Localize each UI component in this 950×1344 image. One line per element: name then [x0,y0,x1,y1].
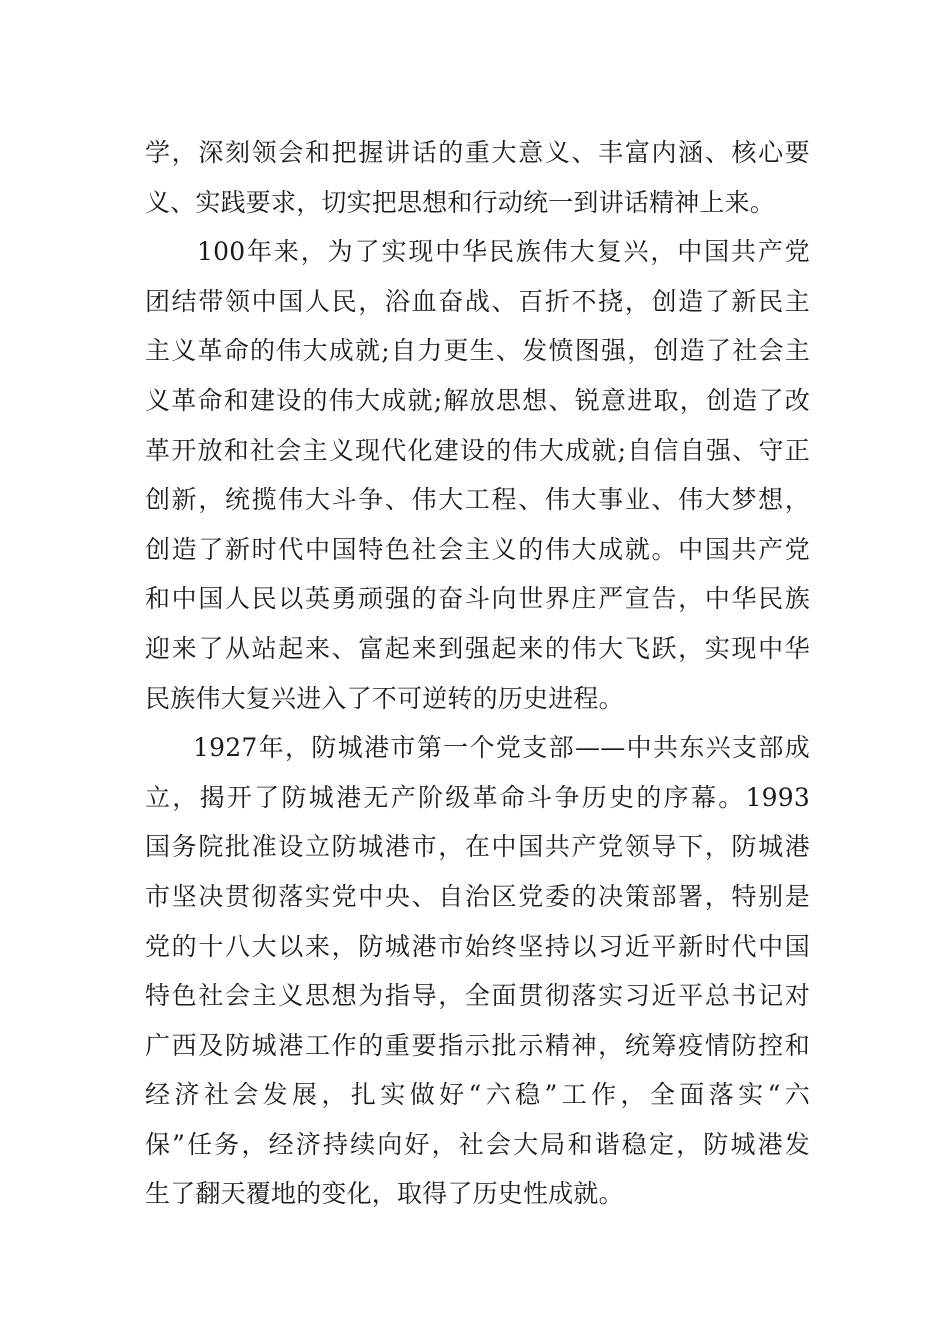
text-line: 学，深刻领会和把握讲话的重大意义、丰富内涵、核心要 [145,138,810,167]
text-line: 创造了新时代中国特色社会主义的伟大成就。中国共产党 [145,534,810,564]
text-line: 生了翻天覆地的变化，取得了历史性成就。 [145,1179,624,1209]
text-line: 义、实践要求，切实把思想和行动统一到讲话精神上来。 [145,187,776,217]
text-line: 创新，统揽伟大斗争、伟大工程、伟大事业、伟大梦想， [145,485,810,515]
text-line: 和中国人民以英勇顽强的奋斗向世界庄严宣告，中华民族 [145,584,810,614]
body-text [145,128,810,1219]
text-line: 革开放和社会主义现代化建设的伟大成就;自信自强、守正 [145,435,810,465]
text-line: 经济社会发展，扎实做好“六稳”工作，全面落实“六 [145,1080,810,1110]
text-line: 民族伟大复兴进入了不可逆转的历史进程。 [145,683,624,713]
text-line: 义革命和建设的伟大成就;解放思想、锐意进取，创造了改 [145,385,810,415]
text-line: 特色社会主义思想为指导，全面贯彻落实习近平总书记对 [145,981,810,1011]
text-line: 团结带领中国人民，浴血奋战、百折不挠，创造了新民主 [145,286,810,316]
text-line: 主义革命的伟大成就;自力更生、发愤图强，创造了社会主 [145,336,810,366]
text-line-paragraph-start: 100年来，为了实现中华民族伟大复兴，中国共产党 [197,237,810,267]
text-line: 保”任务，经济持续向好，社会大局和谐稳定，防城港发 [145,1129,810,1159]
text-line: 党的十八大以来，防城港市始终坚持以习近平新时代中国 [145,931,810,961]
text-line: 迎来了从站起来、富起来到强起来的伟大飞跃，实现中华 [145,633,810,663]
text-line: 广西及防城港工作的重要指示批示精神，统筹疫情防控和 [145,1030,810,1060]
text-line: 市坚决贯彻落实党中央、自治区党委的决策部署，特别是 [145,881,810,911]
text-line: 立，揭开了防城港无产阶级革命斗争历史的序幕。1993 [145,782,810,812]
text-line-paragraph-start: 1927年，防城港市第一个党支部——中共东兴支部成 [193,733,810,763]
text-line: 国务院批准设立防城港市，在中国共产党领导下，防城港 [145,832,810,862]
